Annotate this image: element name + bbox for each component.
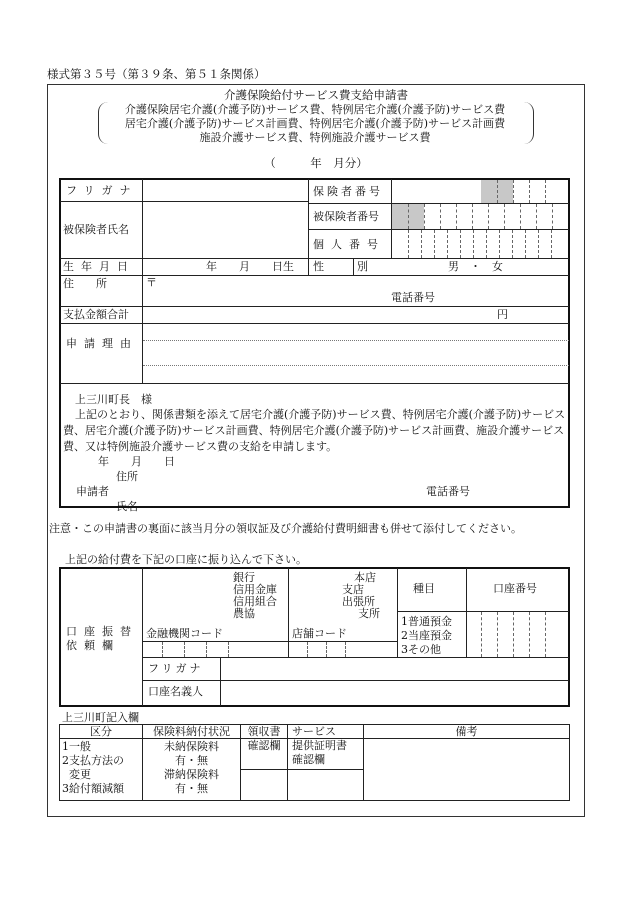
furigana-field[interactable] <box>143 180 307 201</box>
account-type-2[interactable]: 2当座預金 <box>401 629 452 642</box>
insured-no-label: 被保険者番号 <box>313 210 379 223</box>
form-number: 様式第３５号（第３９条、第５１条関係） <box>47 67 266 81</box>
addressee: 上三川町長 様 <box>75 393 152 406</box>
institution-code-label: 金融機関コード <box>146 627 223 640</box>
insured-name-label: 被保険者氏名 <box>63 223 129 236</box>
town-col-payment: 保険料納付状況 <box>153 725 230 738</box>
total-amount-label: 支払金額合計 <box>63 308 129 321</box>
insurer-no-label: 保険者番号 <box>313 185 383 198</box>
insured-name-field[interactable] <box>143 202 307 257</box>
service-sub-2: 確認欄 <box>292 753 325 766</box>
period: （ 年 月分） <box>264 156 368 170</box>
reason-label: 申請理由 <box>66 337 138 350</box>
category-item-1: 1一般 <box>62 740 91 753</box>
payment-item-1: 未納保険料 <box>164 740 219 753</box>
yen-unit: 円 <box>497 308 508 321</box>
account-type-3[interactable]: 3その他 <box>401 643 441 656</box>
birthdate-value[interactable]: 年 月 日生 <box>206 260 294 273</box>
subtitle-line-1: 介護保険居宅介護(介護予防)サービス費、特例居宅介護(介護予防)サービス費 <box>124 103 506 116</box>
applicant-address-label: 住所 <box>116 470 138 483</box>
bank-intro: 上記の給付費を下記の口座に振り込んで下さい。 <box>65 553 307 566</box>
town-use-heading: 上三川町記入欄 <box>62 711 139 724</box>
town-col-remarks: 備考 <box>455 725 478 738</box>
town-col-receipt: 領収書 <box>247 725 281 738</box>
postal-mark: 〒 <box>146 276 157 289</box>
total-amount-field[interactable] <box>143 307 493 322</box>
personal-no-label: 個人番号 <box>313 238 385 251</box>
form-title: 介護保険給付サービス費支給申請書 <box>224 88 408 102</box>
declaration-body: 上記のとおり、関係書類を添えて居宅介護(介護予防)サービス費、特例居宅介護(介護予防)サービス費、居宅介護(介護予防)サービス計画費、特例居宅介護(介護予防)サービス計画費、施設介護サービス費、又は特例施設介護サービス費の支給を申請します。 <box>63 408 566 453</box>
applicant-phone-label: 電話番号 <box>426 485 470 498</box>
address-field[interactable] <box>143 276 568 305</box>
account-type-header: 種目 <box>413 582 435 595</box>
town-col-service: サービス <box>292 725 336 738</box>
service-sub-1: 提供証明書 <box>292 739 347 752</box>
payment-item-3: 滞納保険料 <box>164 768 219 781</box>
account-type-1[interactable]: 1普通預金 <box>401 615 452 628</box>
birthdate-label: 生年月日 <box>63 260 135 273</box>
reason-field[interactable] <box>143 324 568 382</box>
category-item-4: 3給付額減額 <box>62 782 124 795</box>
declaration-date[interactable]: 年 月 日 <box>98 455 175 468</box>
branch-type-1[interactable]: 本店 <box>354 571 376 584</box>
holder-furigana-label: フリガナ <box>148 662 204 675</box>
attachment-note: 注意・この申請書の裏面に該当月分の領収証及び介護給付費明細書も併せて添付してください。 <box>49 522 522 535</box>
institution-type-4[interactable]: 農協 <box>233 607 255 620</box>
category-item-2: 2支払方法の <box>62 754 124 767</box>
category-item-3: 変更 <box>69 768 91 781</box>
applicant-label: 申請者 <box>76 485 109 498</box>
institution-type-2[interactable]: 信用金庫 <box>233 583 277 596</box>
subtitle-line-2: 居宅介護(介護予防)サービス計画費、特例居宅介護(介護予防)サービス計画費 <box>124 117 506 130</box>
holder-furigana-field[interactable] <box>221 658 568 679</box>
institution-type-3[interactable]: 信用組合 <box>233 595 277 608</box>
sex-label: 性 別 <box>313 260 368 273</box>
institution-type-1[interactable]: 銀行 <box>233 571 255 584</box>
account-no-header: 口座番号 <box>493 582 537 595</box>
receipt-confirm-label: 確認欄 <box>247 739 281 752</box>
sex-options[interactable]: 男 ・ 女 <box>448 260 503 273</box>
furigana-label: フリガナ <box>66 184 138 197</box>
subtitle-line-3: 施設介護サービス費、特例施設介護サービス費 <box>199 131 431 144</box>
bank-section-label-2: 依頼欄 <box>66 639 120 652</box>
bank-section-label-1: 口座振替 <box>66 625 138 638</box>
branch-type-3[interactable]: 出張所 <box>342 595 375 608</box>
town-col-category: 区分 <box>90 725 112 738</box>
branch-type-4[interactable]: 支所 <box>358 607 380 620</box>
branch-type-2[interactable]: 支店 <box>342 583 364 596</box>
payment-item-4: 有・無 <box>175 782 208 795</box>
phone-label: 電話番号 <box>391 291 435 304</box>
address-label: 住 所 <box>63 277 107 290</box>
branch-code-label: 店舗コード <box>292 627 347 640</box>
applicant-name-label: 氏名 <box>116 500 138 513</box>
holder-label: 口座名義人 <box>148 685 203 698</box>
payment-item-2: 有・無 <box>175 754 208 767</box>
holder-name-field[interactable] <box>221 681 568 705</box>
